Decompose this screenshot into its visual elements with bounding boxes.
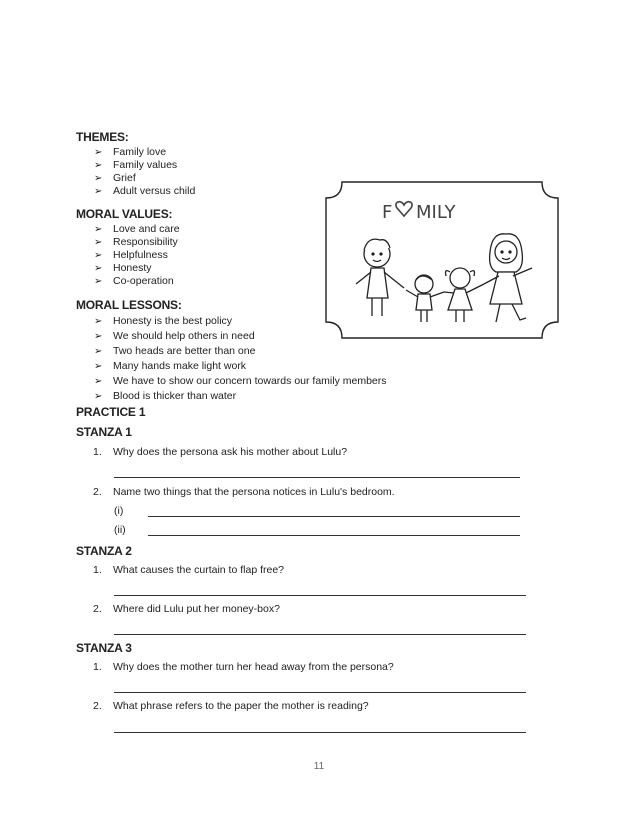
moral-value-item: ➢ Co-operation (94, 275, 174, 287)
themes-heading: THEMES: (76, 130, 129, 144)
svg-text:MILY: MILY (416, 202, 456, 223)
stanza-1-title: STANZA 1 (76, 425, 132, 439)
arrow-bullet-icon: ➢ (94, 263, 103, 274)
moral-value-item: ➢ Love and care (94, 223, 180, 235)
moral-lesson-item: ➢ Honesty is the best policy (94, 315, 233, 327)
stanza-1-question-2: 2. Name two things that the persona notices in Lulu's bedroom. (93, 486, 395, 498)
answer-line[interactable] (148, 516, 520, 517)
arrow-bullet-icon: ➢ (94, 147, 103, 158)
arrow-bullet-icon: ➢ (94, 250, 103, 261)
answer-line[interactable] (148, 535, 520, 536)
theme-item: ➢ Grief (94, 172, 136, 184)
moral-lesson-item: ➢ Two heads are better than one (94, 345, 256, 357)
moral-lesson-item: ➢ Blood is thicker than water (94, 390, 237, 402)
page-number: 11 (313, 761, 325, 772)
arrow-bullet-icon: ➢ (94, 160, 103, 171)
moral-lesson-item: ➢ Many hands make light work (94, 360, 247, 372)
arrow-bullet-icon: ➢ (94, 276, 103, 287)
moral-values-heading: MORAL VALUES: (76, 207, 173, 221)
arrow-bullet-icon: ➢ (94, 331, 103, 342)
moral-value-item: ➢ Responsibility (94, 236, 178, 248)
sub-item-label: (i) (114, 505, 124, 517)
arrow-bullet-icon: ➢ (94, 186, 103, 197)
theme-item: ➢ Family values (94, 159, 178, 171)
arrow-bullet-icon: ➢ (94, 173, 103, 184)
answer-line[interactable] (114, 634, 526, 635)
moral-lesson-item: ➢ We should help others in need (94, 330, 255, 342)
arrow-bullet-icon: ➢ (94, 391, 103, 402)
stanza-1-question-1: 1. Why does the persona ask his mother about Lulu? (93, 446, 348, 458)
moral-value-item: ➢ Honesty (94, 262, 152, 274)
moral-lesson-item: ➢ We have to show our concern towards our family members (94, 375, 387, 387)
answer-line[interactable] (114, 595, 526, 596)
arrow-bullet-icon: ➢ (94, 346, 103, 357)
arrow-bullet-icon: ➢ (94, 361, 103, 372)
stanza-2-question-2: 2. Where did Lulu put her money-box? (93, 603, 280, 615)
family-illustration (324, 180, 560, 340)
arrow-bullet-icon: ➢ (94, 316, 103, 327)
answer-line[interactable] (114, 732, 526, 733)
answer-line[interactable] (114, 692, 526, 693)
stanza-3-question-1: 1. Why does the mother turn her head away from the persona? (93, 661, 394, 673)
stanza-2-question-1: 1. What causes the curtain to flap free? (93, 564, 285, 576)
stanza-3-title: STANZA 3 (76, 641, 132, 655)
moral-lessons-heading: MORAL LESSONS: (76, 298, 182, 312)
arrow-bullet-icon: ➢ (94, 224, 103, 235)
moral-value-item: ➢ Helpfulness (94, 249, 168, 261)
answer-line[interactable] (114, 477, 520, 478)
arrow-bullet-icon: ➢ (94, 376, 103, 387)
svg-text:F: F (382, 202, 393, 223)
theme-item: ➢ Family love (94, 146, 167, 158)
stanza-3-question-2: 2. What phrase refers to the paper the mother is reading? (93, 700, 369, 712)
practice-title: PRACTICE 1 (76, 405, 146, 419)
theme-item: ➢ Adult versus child (94, 185, 196, 197)
stanza-2-title: STANZA 2 (76, 544, 132, 558)
sub-item-label: (ii) (114, 524, 126, 536)
arrow-bullet-icon: ➢ (94, 237, 103, 248)
